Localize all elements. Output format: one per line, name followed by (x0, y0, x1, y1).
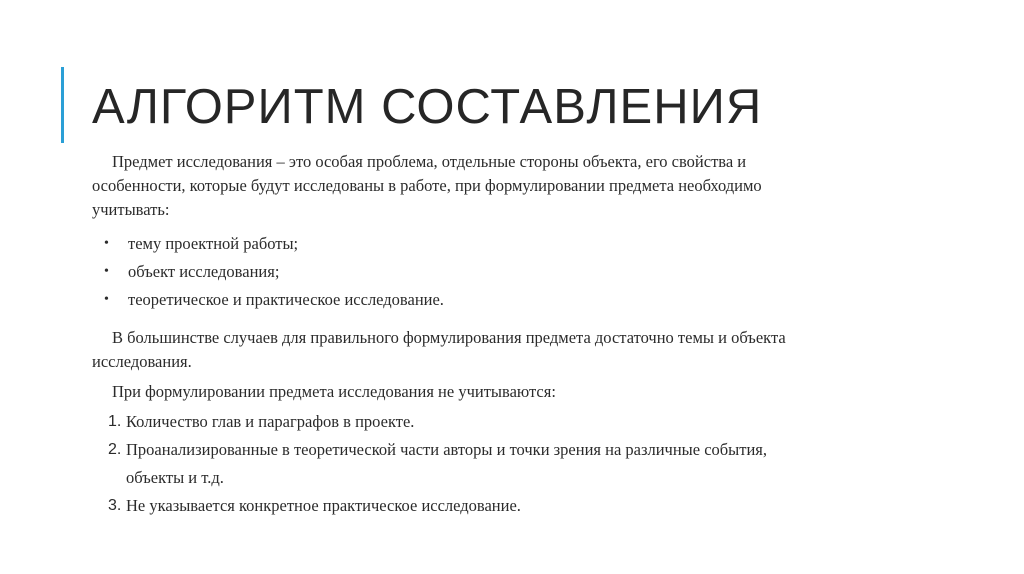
item-number: 2. (108, 441, 122, 458)
item-number: 3. (108, 497, 122, 514)
numbered-item (92, 492, 792, 520)
exclusions-paragraph: При формулировании предмета исследования не учитываются: (112, 382, 556, 401)
item-text: Проанализированные в теоретической части авторы и точки зрения на различные события, объекты и т.д. (126, 440, 768, 487)
slide-title: АЛГОРИТМ СОСТАВЛЕНИЯ (92, 80, 763, 134)
bullet-icon: • (104, 236, 109, 251)
numbered-item (92, 436, 792, 492)
item-number: 1. (108, 413, 122, 430)
title-accent-bar (61, 67, 64, 143)
sufficiency-paragraph: В большинстве случаев для правильного формулирования предмета достаточно темы и объекта исследования. (92, 328, 786, 371)
bullet-list (92, 230, 792, 314)
numbered-item (92, 408, 792, 436)
bullet-icon: • (104, 264, 109, 279)
item-text: Не указывается конкретное практическое исследование. (126, 496, 521, 515)
bullet-text: теоретическое и практическое исследование. (128, 290, 444, 309)
bullet-text: объект исследования; (128, 262, 280, 281)
bullet-item (92, 258, 792, 286)
item-text: Количество глав и параграфов в проекте. (126, 412, 415, 431)
bullet-icon: • (104, 292, 109, 307)
bullet-item (92, 286, 792, 314)
bullet-item (92, 230, 792, 258)
intro-paragraph: Предмет исследования – это особая проблема, отдельные стороны объекта, его свойства и особенности, которые будут исследованы в работе, при формулировании предмета необходимо учитывать: (92, 152, 762, 219)
bullet-text: тему проектной работы; (128, 234, 299, 253)
slide-content (92, 150, 792, 520)
numbered-list (92, 408, 792, 520)
